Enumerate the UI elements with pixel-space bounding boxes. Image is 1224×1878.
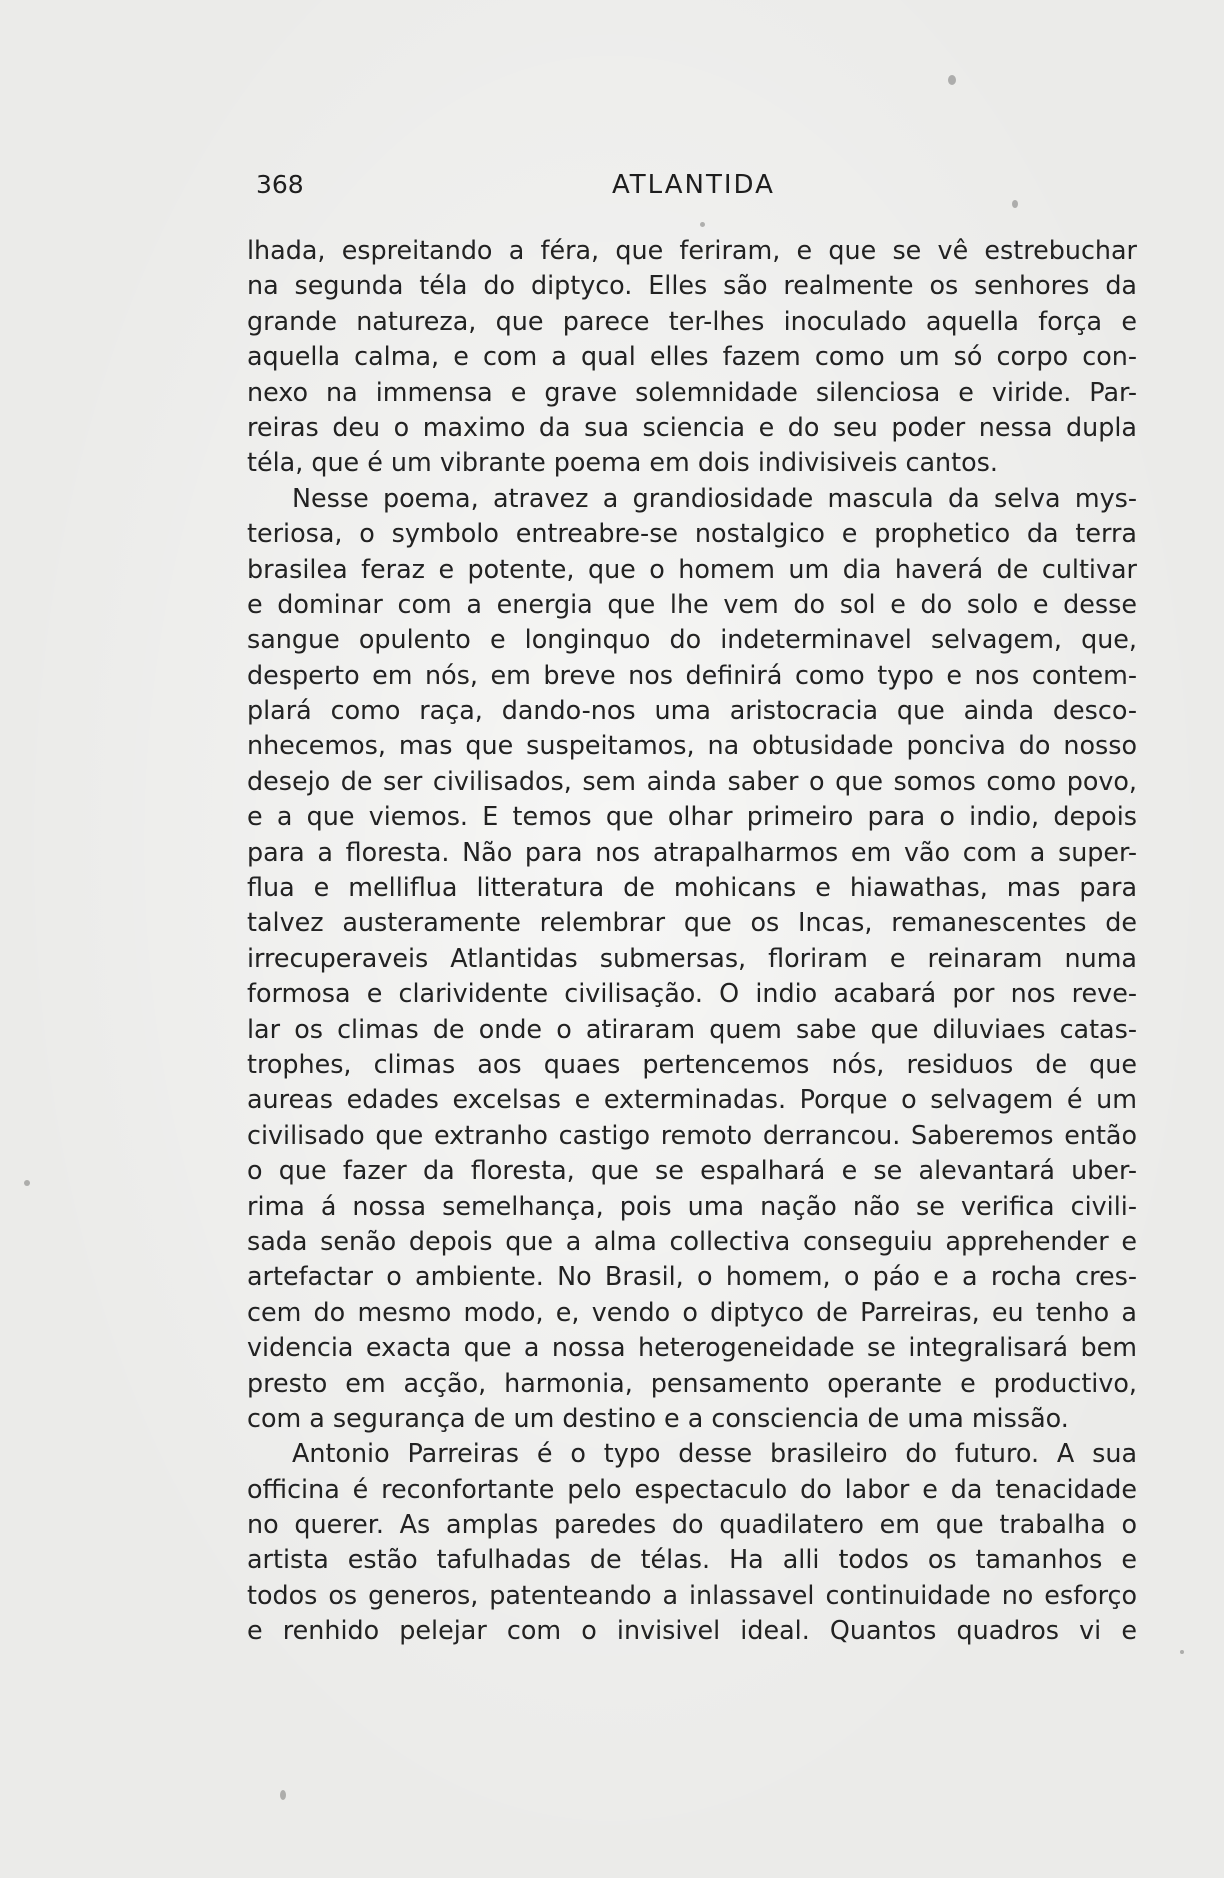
text-line: artista estão tafulhadas de télas. Ha alli todos os tamanhos e (247, 1544, 1137, 1575)
text-line: brasilea feraz e potente, que o homem um dia haverá de cultivar (247, 553, 1137, 584)
text-line: nhecemos, mas que suspeitamos, na obtusidade ponciva do nosso (247, 730, 1137, 761)
paper-speck (948, 75, 956, 85)
body-text (247, 233, 1137, 1649)
text-line: sada senão depois que a alma collectiva conseguiu apprehender e (247, 1225, 1137, 1256)
text-line: no querer. As amplas paredes do quadilatero em que trabalha o (247, 1509, 1137, 1540)
paper-speck (1180, 1650, 1184, 1654)
text-line: reiras deu o maximo da sua sciencia e do seu poder nessa dupla (247, 411, 1137, 442)
text-line: officina é reconfortante pelo espectaculo do labor e da tenacidade (247, 1473, 1137, 1504)
text-line: todos os generos, patenteando a inlassavel continuidade no esforço (247, 1579, 1137, 1610)
text-line: lar os climas de onde o atiraram quem sabe que diluviaes catas- (247, 1013, 1137, 1044)
text-line: aureas edades excelsas e exterminadas. Porque o selvagem é um (247, 1084, 1137, 1115)
paper-speck (24, 1180, 30, 1186)
text-line: trophes, climas aos quaes pertencemos nós, residuos de que (247, 1048, 1137, 1079)
text-line: grande natureza, que parece ter-lhes inoculado aquella força e (247, 305, 1137, 336)
text-line: e a que viemos. E temos que olhar primeiro para o indio, depois (247, 801, 1137, 832)
text-line: na segunda téla do diptyco. Elles são realmente os senhores da (247, 270, 1137, 301)
text-line: e dominar com a energia que lhe vem do sol e do solo e desse (247, 588, 1137, 619)
text-line: sangue opulento e longinquo do indeterminavel selvagem, que, (247, 624, 1137, 655)
text-line: civilisado que extranho castigo remoto derrancou. Saberemos então (247, 1119, 1137, 1150)
text-line: o que fazer da floresta, que se espalhará e se alevantará uber- (247, 1155, 1137, 1186)
paper-speck (700, 222, 705, 227)
text-line: artefactar o ambiente. No Brasil, o homem, o páo e a rocha cres- (247, 1261, 1137, 1292)
text-line: irrecuperaveis Atlantidas submersas, floriram e reinaram numa (247, 942, 1137, 973)
text-line: nexo na immensa e grave solemnidade silenciosa e viride. Par- (247, 376, 1137, 407)
text-line: desperto em nós, em breve nos definirá como typo e nos contem- (247, 659, 1137, 690)
text-line: com a segurança de um destino e a consciencia de uma missão. (247, 1402, 1069, 1433)
paper-speck (1012, 200, 1018, 208)
text-line: flua e melliflua litteratura de mohicans e hiawathas, mas para (247, 872, 1137, 903)
text-line: lhada, espreitando a féra, que feriram, e que se vê estrebuchar (247, 235, 1137, 265)
page-header (256, 170, 1136, 210)
text-line: téla, que é um vibrante poema em dois indivisiveis cantos. (247, 447, 998, 478)
text-line: desejo de ser civilisados, sem ainda saber o que somos como povo, (247, 765, 1137, 796)
text-line: Antonio Parreiras é o typo desse brasileiro do futuro. A sua (292, 1438, 1137, 1469)
text-line: presto em acção, harmonia, pensamento operante e productivo, (247, 1367, 1137, 1398)
text-line: Nesse poema, atravez a grandiosidade mascula da selva mys- (292, 482, 1137, 513)
text-line: cem do mesmo modo, e, vendo o diptyco de Parreiras, eu tenho a (247, 1296, 1137, 1327)
running-title: ATLANTIDA (612, 170, 775, 200)
text-line: teriosa, o symbolo entreabre-se nostalgico e prophetico da terra (247, 518, 1137, 549)
text-line: e renhido pelejar com o invisivel ideal. Quantos quadros vi e (247, 1615, 1137, 1646)
text-line: videncia exacta que a nossa heterogeneidade se integralisará bem (247, 1332, 1137, 1363)
text-line: formosa e clarividente civilisação. O indio acabará por nos reve- (247, 978, 1137, 1009)
paper-speck (280, 1790, 286, 1800)
text-line: plará como raça, dando-nos uma aristocracia que ainda desco- (247, 695, 1137, 726)
page-number: 368 (256, 170, 304, 199)
text-line: aquella calma, e com a qual elles fazem como um só corpo con- (247, 341, 1137, 372)
text-line: rima á nossa semelhança, pois uma nação não se verifica civili- (247, 1190, 1137, 1221)
text-line: talvez austeramente relembrar que os Incas, remanescentes de (247, 907, 1137, 938)
text-line: para a floresta. Não para nos atrapalharmos em vão com a super- (247, 836, 1137, 867)
